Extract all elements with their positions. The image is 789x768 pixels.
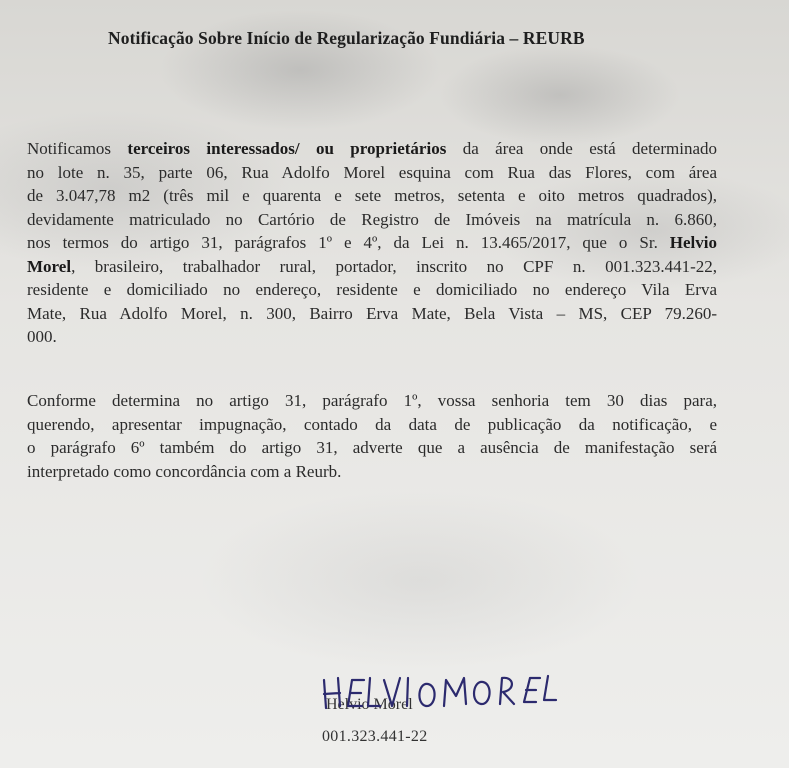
- bold-text: Morel: [27, 256, 72, 276]
- line-text: , brasileiro, trabalhador rural, portador, inscrito no CPF n. 001.323.441-22,: [71, 256, 717, 276]
- paragraph-line: [27, 137, 717, 161]
- paragraph-line: residente e domiciliado no endereço, residente e domiciliado no endereço Vila Erva: [27, 280, 717, 299]
- paragraph-line: Conforme determina no artigo 31, parágrafo 1º, vossa senhoria tem 30 dias para,: [27, 391, 717, 410]
- paragraph-line: 000.: [27, 327, 57, 346]
- line-text: nos termos do artigo 31, parágrafos 1º e 4º, da Lei n. 13.465/2017, que o Sr.: [27, 233, 670, 252]
- line-text: Notificamos: [27, 139, 128, 158]
- bold-text: Helvio: [669, 233, 717, 252]
- paragraph-line: de 3.047,78 m2 (três mil e quarenta e sete metros, setenta e oito metros quadrados),: [27, 186, 717, 205]
- paragraph-line: querendo, apresentar impugnação, contado da data de publicação da notificação, e: [27, 414, 717, 434]
- notice-paragraph-2: [27, 389, 717, 483]
- signature-block: [318, 666, 578, 756]
- printed-signer-name: Helvio Morel: [326, 696, 413, 713]
- notice-paragraph-1: [27, 137, 717, 349]
- handwritten-signature: [318, 666, 558, 716]
- paragraph-line: o parágrafo 6º também do artigo 31, adverte que a ausência de manifestação será: [27, 438, 717, 457]
- bold-text: terceiros interessados/ ou proprietários: [127, 139, 447, 158]
- paragraph-line: no lote n. 35, parte 06, Rua Adolfo Morel esquina com Rua das Flores, com área: [27, 162, 717, 182]
- paragraph-line: [27, 255, 717, 279]
- paragraph-line: Mate, Rua Adolfo Morel, n. 300, Bairro Erva Mate, Bela Vista – MS, CEP 79.260-: [27, 303, 717, 323]
- page-title: Notificação Sobre Início de Regularização Fundiária – REURB: [108, 28, 585, 48]
- paragraph-line: devidamente matriculado no Cartório de Registro de Imóveis na matrícula n. 6.860,: [27, 209, 717, 229]
- signer-cpf: 001.323.441-22: [322, 728, 428, 745]
- line-text: da área onde está determinado: [446, 139, 717, 158]
- paragraph-line: [27, 231, 717, 255]
- paragraph-line: interpretado como concordância com a Reurb.: [27, 461, 342, 481]
